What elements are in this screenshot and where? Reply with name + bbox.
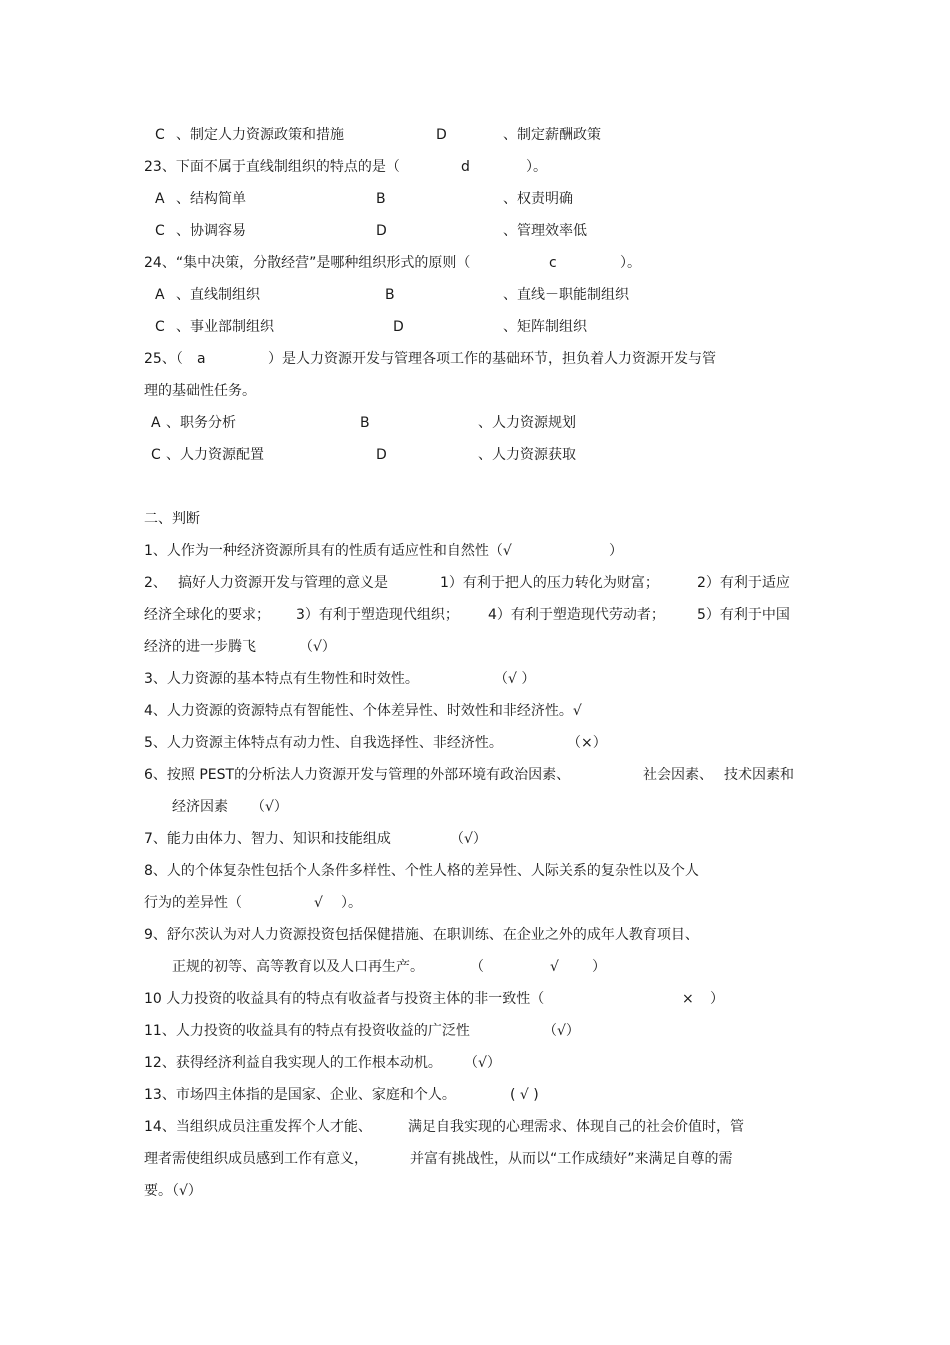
judgment-6-text: 6、按照 PEST的分析法人力资源开发与管理的外部环境有政治因素、	[144, 767, 571, 783]
judgment-6-economic: 经济因素	[172, 799, 228, 815]
judgment-9-close: ）	[592, 959, 606, 975]
q25-option-d-text: 、人力资源获取	[478, 447, 576, 463]
judgment-10-mark: ×	[682, 991, 694, 1007]
judgment-2-point-2-cont: 经济全球化的要求；	[144, 607, 270, 623]
q24-option-b-label: B	[385, 287, 395, 303]
judgment-12-mark: （√）	[464, 1055, 501, 1071]
judgment-2-point-5-cont: 经济的进一步腾飞	[144, 639, 256, 655]
section2-title: 二、判断	[144, 511, 200, 527]
judgment-5-mark: （×）	[567, 735, 607, 751]
q23-stem-end: ）。	[526, 159, 547, 175]
judgment-2-point-3: 3）有利于塑造现代组织；	[296, 607, 459, 623]
q23-answer: d	[461, 159, 470, 175]
judgment-8-text: 8、人的个体复杂性包括个人条件多样性、个性人格的差异性、人际关系的复杂性以及个人	[144, 863, 699, 879]
q24-option-d-label: D	[393, 319, 404, 335]
q24-option-c-label: C	[155, 319, 165, 335]
q22-option-c-label: C	[155, 127, 165, 143]
judgment-2-point-4: 4）有利于塑造现代劳动者；	[488, 607, 665, 623]
judgment-1-close: ）	[609, 543, 623, 559]
judgment-8-close: ）。	[341, 895, 362, 911]
judgment-10-text: 10 人力投资的收益具有的特点有收益者与投资主体的非一致性（	[144, 991, 545, 1007]
q24-stem-end: ）。	[620, 255, 641, 271]
judgment-2-lead: 搞好人力资源开发与管理的意义是	[178, 575, 388, 591]
q22-option-c-text: 、制定人力资源政策和措施	[176, 127, 344, 143]
q23-option-d-text: 、管理效率低	[503, 223, 587, 239]
q24-option-b-text: 、直线－职能制组织	[503, 287, 629, 303]
judgment-14-text-b: 满足自我实现的心理需求、体现自己的社会价值时，管	[408, 1119, 744, 1135]
q24-option-a-text: 、直线制组织	[176, 287, 260, 303]
q25-option-c-label: C	[151, 447, 161, 463]
q23-option-b-label: B	[376, 191, 386, 207]
judgment-14-text-c: 理者需使组织成员感到工作有意义，	[144, 1151, 368, 1167]
q23-stem: 23、下面不属于直线制组织的特点的是（	[144, 159, 400, 175]
q22-option-d-label: D	[436, 127, 447, 143]
judgment-9-text-cont: 正规的初等、高等教育以及人口再生产。	[172, 959, 424, 975]
q25-option-d-label: D	[376, 447, 387, 463]
judgment-3-mark: （√ ）	[494, 671, 536, 687]
judgment-14-text-d: 并富有挑战性，从而以“工作成绩好”来满足自尊的需	[410, 1151, 733, 1167]
q25-stem-start: 25、（	[144, 351, 183, 367]
q25-option-a-text: 、职务分析	[166, 415, 236, 431]
q24-option-d-text: 、矩阵制组织	[503, 319, 587, 335]
judgment-11-mark: （√）	[543, 1023, 580, 1039]
q24-option-a-label: A	[155, 287, 165, 303]
judgment-13-mark: ( √ )	[510, 1087, 539, 1103]
judgment-11-text: 11、人力投资的收益具有的特点有投资收益的广泛性	[144, 1023, 470, 1039]
judgment-2-point-5: 5）有利于中国	[697, 607, 790, 623]
q24-answer: c	[549, 255, 557, 271]
q25-option-b-text: 、人力资源规划	[478, 415, 576, 431]
judgment-6-social: 社会因素、	[643, 767, 713, 783]
judgment-8-mark: √	[314, 895, 323, 911]
q25-stem-rest: ）是人力资源开发与管理各项工作的基础环节，担负着人力资源开发与管	[268, 351, 716, 367]
judgment-9-open: （	[470, 959, 484, 975]
judgment-2-point-1: 1）有利于把人的压力转化为财富；	[440, 575, 659, 591]
judgment-12-text: 12、获得经济利益自我实现人的工作根本动机。	[144, 1055, 442, 1071]
judgment-2-number: 2、	[144, 575, 167, 591]
q23-option-c-label: C	[155, 223, 165, 239]
judgment-13-text: 13、市场四主体指的是国家、企业、家庭和个人。	[144, 1087, 456, 1103]
judgment-6-mark: （√）	[251, 799, 288, 815]
judgment-2-point-2: 2）有利于适应	[697, 575, 790, 591]
judgment-3-text: 3、人力资源的基本特点有生物性和时效性。	[144, 671, 419, 687]
q23-option-d-label: D	[376, 223, 387, 239]
judgment-9-text: 9、舒尔茨认为对人力资源投资包括保健措施、在职训练、在企业之外的成年人教育项目、	[144, 927, 699, 943]
q25-option-b-label: B	[360, 415, 370, 431]
q23-option-c-text: 、协调容易	[176, 223, 246, 239]
judgment-6-tech: 技术因素和	[724, 767, 794, 783]
judgment-7-text: 7、能力由体力、智力、知识和技能组成	[144, 831, 391, 847]
q25-stem-line2: 理的基础性任务。	[144, 383, 256, 399]
q25-answer: a	[197, 351, 206, 367]
judgment-4-text: 4、人力资源的资源特点有智能性、个体差异性、时效性和非经济性。√	[144, 703, 582, 719]
q24-option-c-text: 、事业部制组织	[176, 319, 274, 335]
judgment-9-mark: √	[550, 959, 559, 975]
judgment-7-mark: （√）	[450, 831, 487, 847]
q24-stem: 24、“集中决策，分散经营”是哪种组织形式的原则（	[144, 255, 471, 271]
judgment-10-close: ）	[710, 991, 724, 1007]
judgment-1-text: 1、人作为一种经济资源所具有的性质有适应性和自然性（√	[144, 543, 512, 559]
judgment-14-text-e: 要。（√）	[144, 1183, 202, 1199]
q25-option-c-text: 、人力资源配置	[166, 447, 264, 463]
q23-option-a-label: A	[155, 191, 165, 207]
judgment-5-text: 5、人力资源主体特点有动力性、自我选择性、非经济性。	[144, 735, 503, 751]
q23-option-b-text: 、权责明确	[503, 191, 573, 207]
judgment-14-text: 14、当组织成员注重发挥个人才能、	[144, 1119, 372, 1135]
judgment-2-mark: （√）	[299, 639, 336, 655]
q23-option-a-text: 、结构简单	[176, 191, 246, 207]
judgment-8-text-cont: 行为的差异性（	[144, 895, 242, 911]
q22-option-d-text: 、制定薪酬政策	[503, 127, 601, 143]
q25-option-a-label: A	[151, 415, 161, 431]
